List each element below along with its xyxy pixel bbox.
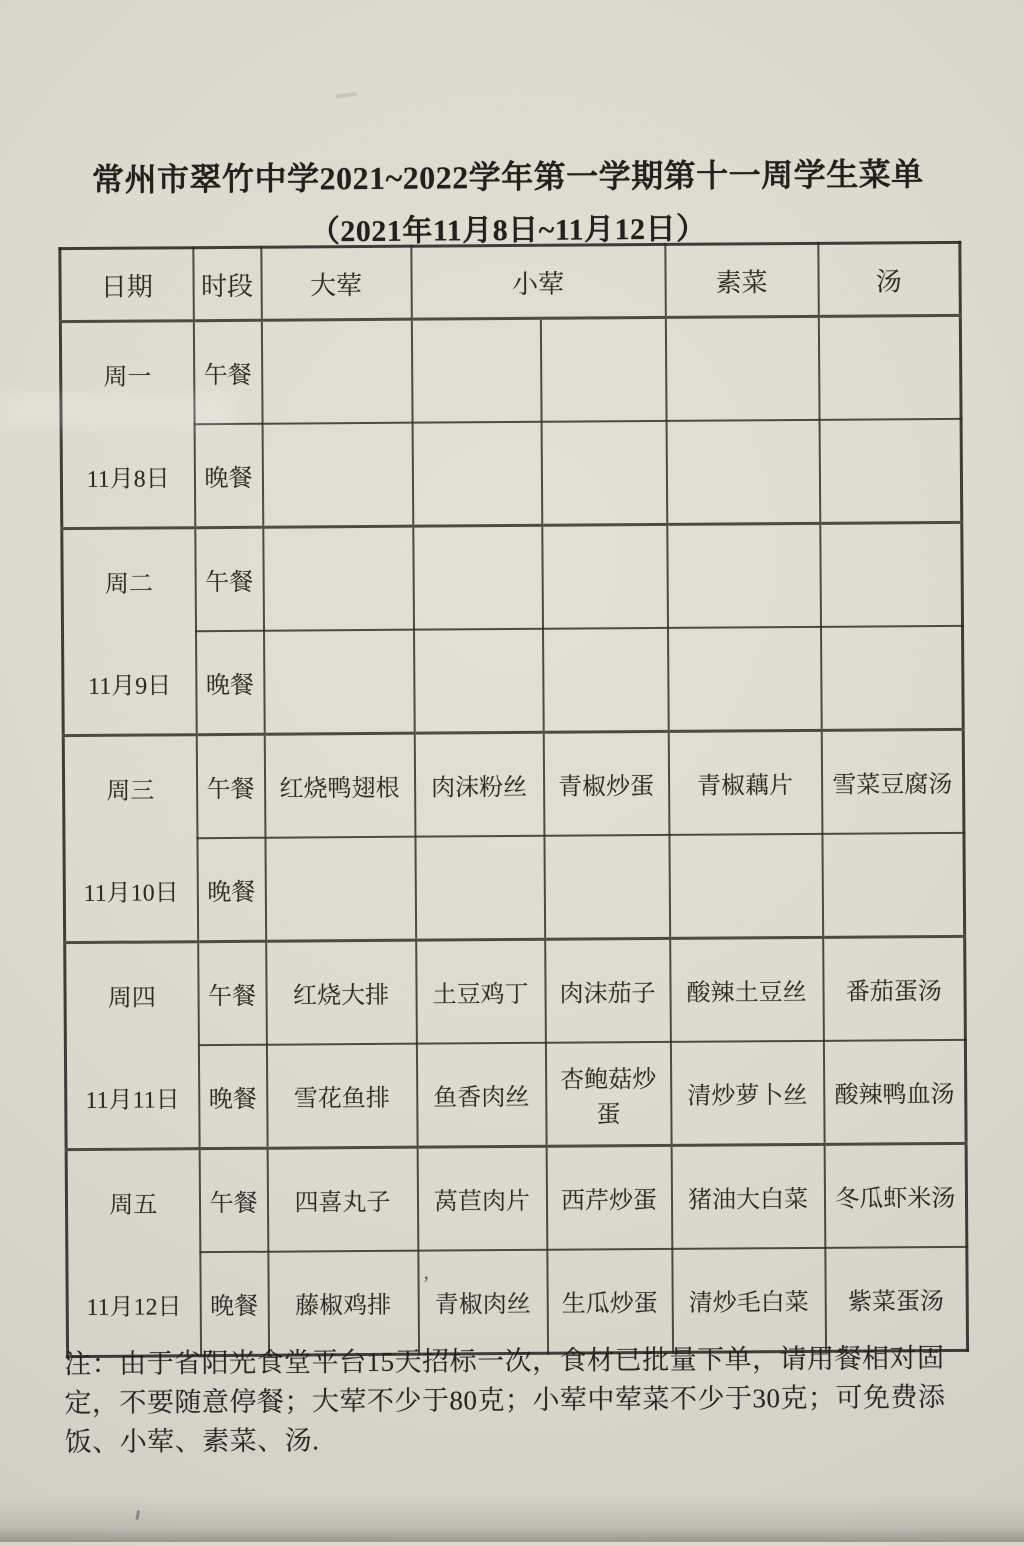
- table-header-row: [60, 242, 961, 321]
- menu-title-line1: 常州市翠竹中学2021~2022学年第一学期第十一周学生菜单: [91, 156, 924, 198]
- table-row: [65, 1040, 966, 1150]
- dish-cell-mon-dinner-sucai: [666, 420, 820, 525]
- dish-cell-thu-dinner-xiaohun-b: 杏鲍菇炒蛋: [545, 1042, 671, 1146]
- dish-cell-tue-lunch-sucai: [667, 523, 821, 628]
- dish-cell-tue-dinner-tang: [821, 626, 964, 730]
- period-cell-mon-lunch: 午餐: [193, 320, 262, 424]
- dish-cell-wed-dinner-sucai: [669, 834, 823, 939]
- header-tang: 汤: [818, 242, 961, 316]
- header-dahun: 大荤: [261, 246, 412, 320]
- period-cell-mon-dinner: 晚餐: [194, 424, 263, 528]
- period-cell-tue-dinner: 晚餐: [196, 631, 265, 735]
- dish-cell-fri-lunch-xiaohun-a: 莴苣肉片: [417, 1146, 547, 1250]
- table-row: [65, 936, 966, 1046]
- weekday-label: 周二: [104, 571, 154, 598]
- dish-cell-wed-lunch-dahun: 红烧鸭翅根: [264, 733, 415, 838]
- dish-cell-mon-lunch-xiaohun-b: [540, 317, 666, 421]
- dish-cell-fri-dinner-xiaohun-b: 生瓜炒蛋: [547, 1249, 673, 1353]
- dish-cell-tue-dinner-xiaohun-b: [543, 628, 669, 732]
- dish-cell-tue-lunch-tang: [820, 522, 963, 626]
- dish-cell-thu-lunch-xiaohun-a: 土豆鸡丁: [416, 939, 546, 1043]
- period-cell-fri-lunch: 午餐: [199, 1148, 268, 1252]
- paper-speck: [335, 92, 357, 99]
- dish-cell-tue-lunch-xiaohun-b: [542, 524, 668, 628]
- date-label: 11月9日: [87, 672, 172, 700]
- dish-cell-mon-lunch-tang: [818, 315, 961, 419]
- dish-cell-fri-dinner-sucai: 清炒毛白菜: [672, 1248, 826, 1353]
- dish-cell-wed-dinner-xiaohun-b: [544, 835, 670, 939]
- date-label: 11月8日: [86, 465, 170, 493]
- dish-cell-fri-dinner-xiaohun-a: 青椒肉丝: [418, 1250, 548, 1354]
- dish-cell-fri-dinner-dahun: 藤椒鸡排: [268, 1251, 419, 1356]
- dish-cell-fri-lunch-sucai: 猪油大白菜: [671, 1144, 825, 1249]
- header-xiaohun: 小荤: [411, 244, 666, 319]
- period-cell-wed-dinner: 晚餐: [197, 838, 266, 942]
- dish-cell-wed-dinner-tang: [822, 833, 965, 937]
- page-title: [0, 148, 1020, 252]
- weekday-label: 周四: [107, 984, 156, 1012]
- period-cell-wed-lunch: 午餐: [196, 734, 265, 838]
- table-row: [60, 315, 961, 425]
- weekday-label: 周三: [106, 777, 155, 805]
- footnote: [64, 1339, 975, 1462]
- date-cell-monday: [60, 321, 194, 529]
- header-period: 时段: [193, 247, 262, 320]
- date-cell-thursday: [65, 942, 199, 1150]
- table-row: [64, 833, 965, 943]
- dish-cell-fri-dinner-tang: 紫菜蛋汤: [825, 1247, 968, 1351]
- footnote-line-3: 饭、小荤、素菜、汤.: [64, 1425, 320, 1458]
- date-cell-friday: [66, 1149, 200, 1357]
- header-date: 日期: [60, 248, 194, 322]
- footnote-line-1: 注：由于省阳光食堂平台15天招标一次，食材已批量下单，请用餐相对固: [64, 1342, 945, 1380]
- header-sucai: 素菜: [665, 243, 819, 317]
- footnote-line-2: 定，不要随意停餐；大荤不少于80克；小荤中荤菜不少于30克；可免费添: [64, 1381, 946, 1419]
- dish-cell-fri-lunch-tang: 冬瓜虾米汤: [824, 1143, 967, 1247]
- dish-cell-mon-lunch-dahun: [261, 319, 412, 424]
- date-cell-tuesday: [62, 528, 196, 736]
- dish-cell-thu-dinner-xiaohun-a: 鱼香肉丝: [416, 1043, 546, 1147]
- date-label: 11月11日: [85, 1086, 180, 1114]
- dish-cell-mon-lunch-xiaohun-a: [411, 318, 541, 422]
- period-cell-thu-dinner: 晚餐: [198, 1045, 267, 1149]
- dish-cell-mon-dinner-xiaohun-b: [541, 421, 667, 525]
- dish-cell-mon-dinner-dahun: [262, 423, 413, 528]
- table-row: [62, 522, 963, 632]
- dish-cell-thu-lunch-xiaohun-b: 肉沫茄子: [545, 938, 671, 1042]
- dish-cell-mon-dinner-tang: [819, 419, 962, 523]
- table-row: [63, 729, 964, 839]
- dish-cell-thu-lunch-sucai: 酸辣土豆丝: [670, 937, 824, 1042]
- table-row: [61, 419, 962, 529]
- date-cell-wednesday: [63, 735, 197, 943]
- dish-cell-tue-lunch-xiaohun-a: [413, 525, 543, 629]
- date-label: 11月12日: [86, 1293, 182, 1321]
- paper-speck: ,: [423, 1258, 430, 1284]
- dish-cell-thu-dinner-tang: 酸辣鸭血汤: [823, 1040, 966, 1144]
- dish-cell-wed-lunch-tang: 雪菜豆腐汤: [821, 729, 964, 833]
- dish-cell-mon-dinner-xiaohun-a: [412, 422, 542, 526]
- dish-cell-tue-dinner-dahun: [264, 630, 415, 735]
- dish-cell-wed-lunch-xiaohun-a: 肉沫粉丝: [414, 732, 544, 836]
- dish-cell-mon-lunch-sucai: [665, 316, 819, 421]
- dish-cell-tue-dinner-xiaohun-a: [414, 629, 544, 733]
- dish-cell-thu-dinner-dahun: 雪花鱼排: [266, 1044, 417, 1149]
- table-row: [66, 1143, 967, 1253]
- dish-cell-thu-dinner-sucai: 清炒萝卜丝: [670, 1041, 824, 1146]
- dish-cell-wed-dinner-xiaohun-a: [415, 836, 545, 940]
- dish-cell-wed-lunch-xiaohun-b: 青椒炒蛋: [543, 731, 669, 835]
- menu-table: [58, 241, 969, 1358]
- weekday-label: 周一: [103, 364, 152, 391]
- period-cell-fri-dinner: 晚餐: [200, 1252, 269, 1356]
- dish-cell-fri-lunch-xiaohun-b: 西芹炒蛋: [546, 1145, 672, 1249]
- dish-cell-wed-dinner-dahun: [265, 837, 416, 942]
- dish-cell-tue-dinner-sucai: [668, 627, 822, 732]
- dish-cell-thu-lunch-tang: 番茄蛋汤: [823, 936, 966, 1040]
- dish-cell-tue-lunch-dahun: [263, 526, 414, 631]
- dish-cell-fri-lunch-dahun: 四喜丸子: [267, 1147, 418, 1252]
- period-cell-thu-lunch: 午餐: [198, 941, 267, 1045]
- paper-speck: [135, 1510, 140, 1519]
- period-cell-tue-lunch: 午餐: [195, 527, 264, 631]
- dish-cell-wed-lunch-sucai: 青椒藕片: [668, 730, 822, 835]
- date-label: 11月10日: [83, 879, 179, 907]
- weekday-label: 周五: [109, 1191, 158, 1219]
- table-row: [63, 626, 964, 736]
- menu-title-line2: （2021年11月8日~11月12日）: [309, 212, 707, 249]
- dish-cell-thu-lunch-dahun: 红烧大排: [266, 940, 417, 1045]
